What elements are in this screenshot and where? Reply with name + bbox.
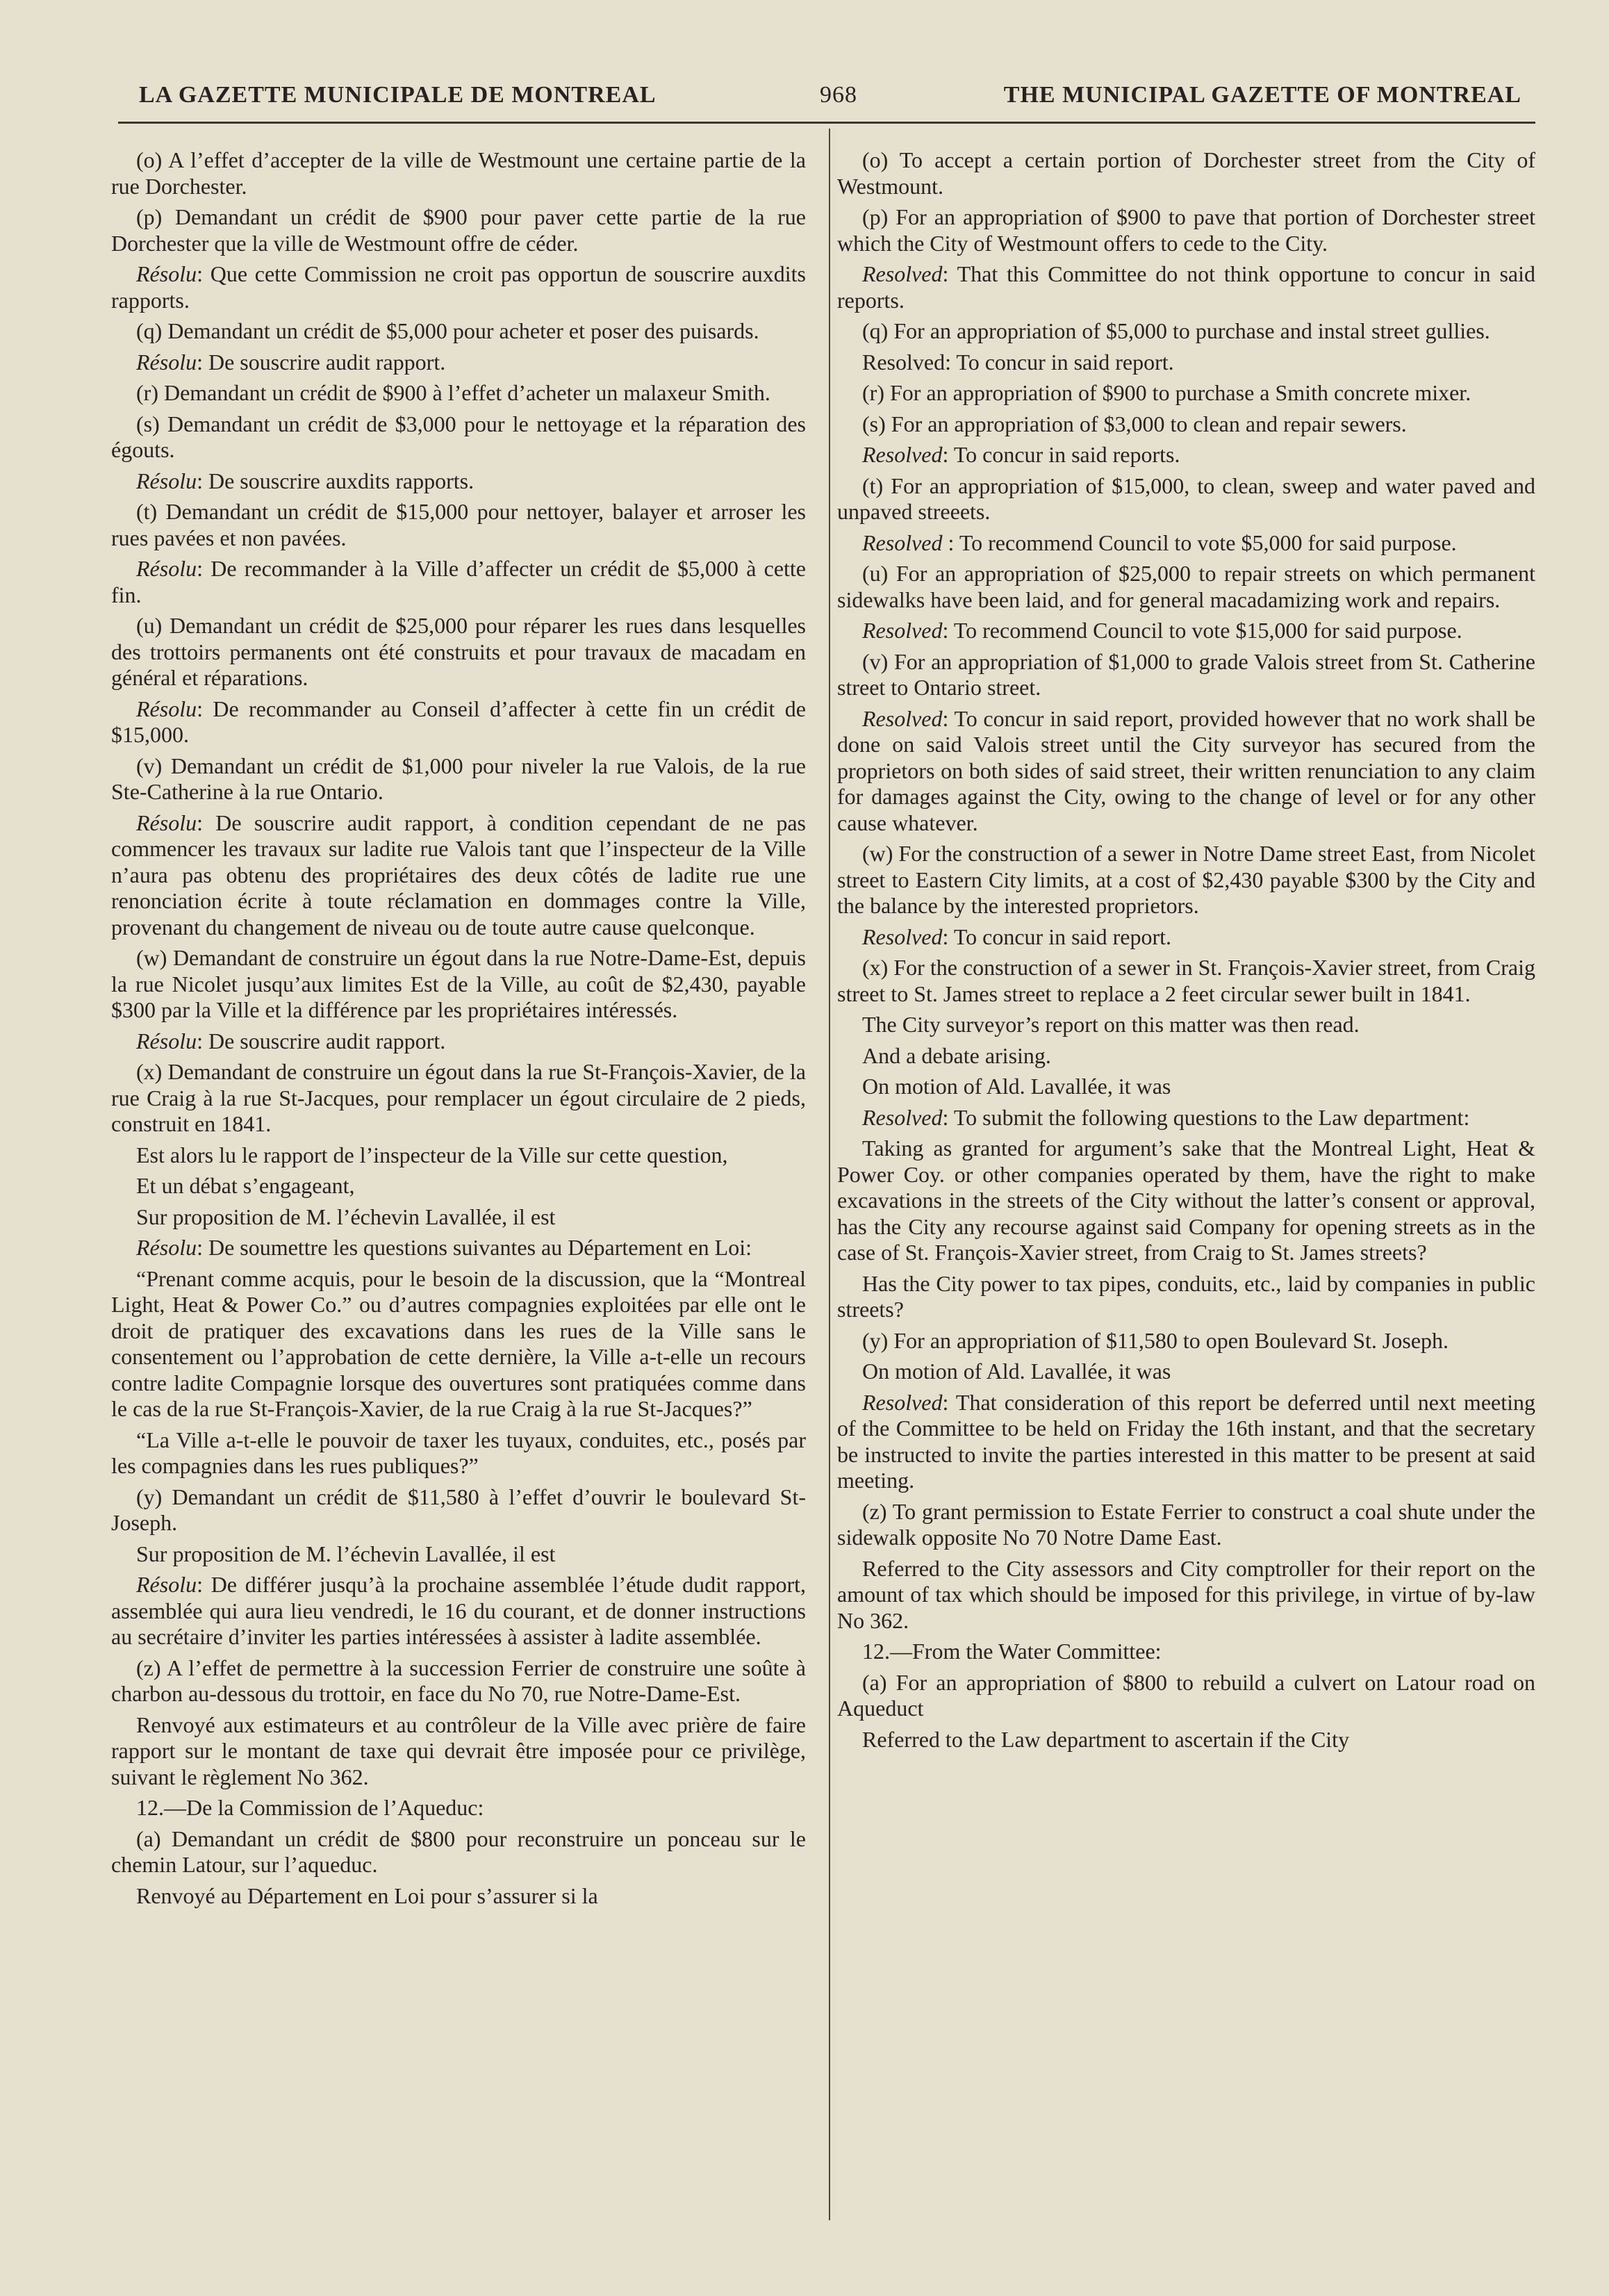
paragraph-text: (v) For an appropriation of $1,000 to grade Valois street from St. Catherine street to Ontario street. — [837, 648, 1535, 700]
french-paragraph — [111, 1059, 806, 1138]
paragraph-text: Has the City power to tax pipes, conduits, etc., laid by companies in public streets? — [837, 1270, 1535, 1322]
resolution-lead: Résolu — [136, 1235, 197, 1260]
paragraph-text: (q) Demandant un crédit de $5,000 pour acheter et poser des puisards. — [136, 318, 759, 343]
french-paragraph — [111, 1655, 806, 1707]
paragraph-text: (x) For the construction of a sewer in St. François-Xavier street, from Craig street to St. James street to replace a 2 feet circular sewer built in 1841. — [837, 955, 1535, 1006]
french-column — [111, 147, 806, 1914]
paragraph-text: (p) For an appropriation of $900 to pave that portion of Dorchester street which the City of Westmount offers to cede to the City. — [837, 204, 1535, 256]
french-paragraph — [111, 1173, 806, 1199]
paragraph-text: : That this Committee do not think opportune to concur in said reports. — [837, 261, 1535, 313]
english-paragraph — [837, 442, 1535, 468]
english-paragraph — [837, 1043, 1535, 1069]
french-paragraph — [111, 1826, 806, 1878]
french-paragraph — [111, 753, 806, 805]
english-paragraph — [837, 1390, 1535, 1494]
page-header — [139, 82, 1521, 124]
french-paragraph — [111, 1235, 806, 1261]
english-paragraph — [837, 380, 1535, 407]
french-paragraph — [111, 556, 806, 608]
paragraph-text: (p) Demandant un crédit de $900 pour paver cette partie de la rue Dorchester que la ville de Westmount offre de céder. — [111, 204, 806, 256]
paragraph-text: : To concur in said report. — [942, 924, 1172, 949]
french-paragraph — [111, 1712, 806, 1791]
paragraph-text: On motion of Ald. Lavallée, it was — [862, 1074, 1171, 1099]
english-paragraph — [837, 924, 1535, 951]
french-paragraph — [111, 147, 806, 199]
paragraph-text: : To recommend Council to vote $15,000 for said purpose. — [942, 618, 1462, 643]
paragraph-text: (t) Demandant un crédit de $15,000 pour nettoyer, balayer et arroser les rues pavées et non pavées. — [111, 499, 806, 550]
header-english-title: THE MUNICIPAL GAZETTE OF MONTREAL — [1003, 82, 1521, 108]
resolution-lead: Resolved — [862, 1104, 943, 1130]
french-paragraph — [111, 1484, 806, 1536]
english-paragraph — [837, 1499, 1535, 1551]
paragraph-text: Et un débat s’engageant, — [136, 1173, 355, 1198]
english-paragraph — [837, 1074, 1535, 1100]
paragraph-text: (r) For an appropriation of $900 to purchase a Smith concrete mixer. — [862, 380, 1471, 405]
resolution-lead: Résolu — [136, 1028, 197, 1053]
english-paragraph — [837, 473, 1535, 525]
english-paragraph — [837, 1105, 1535, 1131]
paragraph-text: : De recommander au Conseil d’affecter à cette fin un crédit de $15,000. — [111, 696, 806, 747]
paragraph-text: (w) For the construction of a sewer in Notre Dame street East, from Nicolet street to Eastern City limits, at a cost of $2,430 payable $300 by the City and the balance by the interested proprietors. — [837, 841, 1535, 918]
resolution-lead: Resolved — [862, 530, 943, 555]
resolution-lead: Résolu — [136, 810, 197, 835]
french-paragraph — [111, 810, 806, 941]
paragraph-text: (u) For an appropriation of $25,000 to repair streets on which permanent sidewalks have been laid, and for general macadamizing work and repairs. — [837, 561, 1535, 612]
paragraph-text: (a) For an appropriation of $800 to rebuild a culvert on Latour road on Aqueduct — [837, 1669, 1535, 1721]
french-paragraph — [111, 1883, 806, 1910]
paragraph-text: (z) A l’effet de permettre à la succession Ferrier de construire une soûte à charbon au-dessous du trottoir, en face du No 70, rue Notre-Dame-Est. — [111, 1655, 806, 1706]
resolution-lead: Resolved — [862, 618, 943, 643]
english-paragraph — [837, 1639, 1535, 1665]
paragraph-text: “La Ville a-t-elle le pouvoir de taxer les tuyaux, conduites, etc., posés par les compagnies dans les rues publiques?” — [111, 1427, 806, 1478]
english-column — [837, 147, 1535, 1757]
header-rule — [118, 122, 1535, 124]
resolution-lead: Resolved — [862, 1389, 943, 1415]
english-paragraph — [837, 147, 1535, 199]
paragraph-text: 12.—From the Water Committee: — [862, 1639, 1162, 1664]
french-paragraph — [111, 1028, 806, 1055]
paragraph-text: : That consideration of this report be deferred until next meeting of the Committee to be held on Friday the 16th instant, and that the secretary be instructed to invite the parties interested in this matter to be present at said meeting. — [837, 1389, 1535, 1493]
paragraph-text: (z) To grant permission to Estate Ferrier to construct a coal shute under the sidewalk opposite No 70 Notre Dame East. — [837, 1498, 1535, 1550]
english-paragraph — [837, 1135, 1535, 1266]
resolution-lead: Résolu — [136, 468, 197, 493]
paragraph-text: (r) Demandant un crédit de $900 à l’effet d’acheter un malaxeur Smith. — [136, 380, 770, 405]
paragraph-text: Renvoyé au Département en Loi pour s’assurer si la — [136, 1883, 598, 1908]
english-paragraph — [837, 204, 1535, 256]
paragraph-text: (o) A l’effet d’accepter de la ville de Westmount une certaine partie de la rue Dorchester. — [111, 147, 806, 199]
paragraph-text: Resolved: To concur in said report. — [862, 349, 1174, 375]
english-paragraph — [837, 530, 1535, 557]
french-paragraph — [111, 1572, 806, 1650]
resolution-lead: Resolved — [862, 261, 943, 286]
paragraph-text: Renvoyé aux estimateurs et au contrôleur de la Ville avec prière de faire rapport sur le montant de taxe qui devrait être imposée pour ce privilège, suivant le règlement No 362. — [111, 1712, 806, 1789]
paragraph-text: : De recommander à la Ville d’affecter un crédit de $5,000 à cette fin. — [111, 556, 806, 607]
french-paragraph — [111, 350, 806, 376]
paragraph-text: (w) Demandant de construire un égout dans la rue Notre-Dame-Est, depuis la rue Nicolet jusqu’aux limites Est de la Ville, au coût de $2,430, payable $300 par la Ville et la différence par les propriétaires intéressés. — [111, 945, 806, 1022]
english-paragraph — [837, 649, 1535, 701]
resolution-lead: Resolved — [862, 924, 943, 949]
paragraph-text: : De souscrire audit rapport, à condition cependant de ne pas commencer les travaux sur ladite rue Valois tant que l’inspecteur de la Ville n’aura pas obtenu des propriétaires des deux côtés de ladite rue une renonciation écrite à toute réclamation en dommages contre la Ville, provenant du changement de niveau ou de toute autre cause quelconque. — [111, 810, 806, 940]
paragraph-text: (a) Demandant un crédit de $800 pour reconstruire un ponceau sur le chemin Latour, sur l’aqueduc. — [111, 1826, 806, 1877]
resolution-lead: Résolu — [136, 696, 197, 721]
paragraph-text: And a debate arising. — [862, 1042, 1051, 1068]
paragraph-text: : De souscrire auxdits rapports. — [197, 468, 475, 493]
paragraph-text: The City surveyor’s report on this matter was then read. — [862, 1012, 1360, 1037]
paragraph-text: : To submit the following questions to the Law department: — [942, 1104, 1470, 1130]
french-paragraph — [111, 945, 806, 1024]
french-paragraph — [111, 1266, 806, 1422]
english-paragraph — [837, 318, 1535, 345]
resolution-lead: Résolu — [136, 261, 197, 286]
paragraph-text: Referred to the City assessors and City comptroller for their report on the amount of tax which should be imposed for this privilege, in virtue of by-law No 362. — [837, 1555, 1535, 1633]
english-paragraph — [837, 261, 1535, 313]
resolution-lead: Résolu — [136, 1572, 197, 1597]
paragraph-text: : To recommend Council to vote $5,000 for said purpose. — [942, 530, 1457, 555]
paragraph-text: (q) For an appropriation of $5,000 to purchase and instal street gullies. — [862, 318, 1490, 343]
paragraph-text: Est alors lu le rapport de l’inspecteur de la Ville sur cette question, — [136, 1142, 728, 1167]
paragraph-text: : To concur in said reports. — [942, 442, 1180, 467]
english-paragraph — [837, 350, 1535, 376]
paragraph-text: : De soumettre les questions suivantes au Département en Loi: — [197, 1235, 752, 1260]
french-paragraph — [111, 1541, 806, 1568]
paragraph-text: “Prenant comme acquis, pour le besoin de la discussion, que la “Montreal Light, Heat & Power Co.” ou d’autres compagnies exploitées par elle ont le droit de pratiquer des excavations dans les rues de la Ville sans le consentement ou l’approbation de cette dernière, la Ville a-t-elle un recours contre ladite Compagnie lorsque des ouvertures sont pratiquées comme dans le cas de la rue St-François-Xavier, de la rue Craig à la rue St-Jacques?” — [111, 1265, 806, 1421]
english-paragraph — [837, 561, 1535, 613]
paragraph-text: 12.—De la Commission de l’Aqueduc: — [136, 1795, 484, 1820]
paragraph-text: (s) Demandant un crédit de $3,000 pour le nettoyage et la réparation des égouts. — [111, 411, 806, 462]
paragraph-text: (y) For an appropriation of $11,580 to open Boulevard St. Joseph. — [862, 1327, 1449, 1353]
french-paragraph — [111, 380, 806, 407]
header-french-title: LA GAZETTE MUNICIPALE DE MONTREAL — [139, 82, 657, 108]
french-paragraph — [111, 613, 806, 691]
english-paragraph — [837, 1359, 1535, 1385]
french-paragraph — [111, 204, 806, 256]
english-paragraph — [837, 706, 1535, 837]
paragraph-text: : De différer jusqu’à la prochaine assemblée l’étude dudit rapport, assemblée qui aura lieu vendredi, le 16 du courant, et de donner instructions au secrétaire d’inviter les parties intéressées à assister à ladite assemblée. — [111, 1572, 806, 1649]
paragraph-text: : De souscrire audit rapport. — [197, 349, 446, 375]
english-paragraph — [837, 618, 1535, 644]
paragraph-text: (o) To accept a certain portion of Dorchester street from the City of Westmount. — [837, 147, 1535, 199]
french-paragraph — [111, 318, 806, 345]
english-paragraph — [837, 1012, 1535, 1038]
english-paragraph — [837, 411, 1535, 438]
paragraph-text: (s) For an appropriation of $3,000 to clean and repair sewers. — [862, 411, 1407, 436]
resolution-lead: Resolved — [862, 705, 943, 731]
paragraph-text: Sur proposition de M. l’échevin Lavallée, il est — [136, 1541, 556, 1566]
french-paragraph — [111, 1795, 806, 1821]
paragraph-text: : To concur in said report, provided however that no work shall be done on said Valois street until the City surveyor has secured from the proprietors on both sides of said street, their written renunciation to any claim for damages against the City, owing to the change of level or for any other cause whatever. — [837, 705, 1535, 835]
french-paragraph — [111, 468, 806, 495]
french-paragraph — [111, 696, 806, 748]
english-paragraph — [837, 1271, 1535, 1323]
paragraph-text: Referred to the Law department to ascertain if the City — [862, 1726, 1350, 1752]
english-paragraph — [837, 1328, 1535, 1354]
english-paragraph — [837, 1670, 1535, 1722]
english-paragraph — [837, 1556, 1535, 1634]
paragraph-text: (y) Demandant un crédit de $11,580 à l’effet d’ouvrir le boulevard St-Joseph. — [111, 1484, 806, 1535]
paragraph-text: On motion of Ald. Lavallée, it was — [862, 1359, 1171, 1384]
english-paragraph — [837, 841, 1535, 919]
french-paragraph — [111, 1427, 806, 1479]
page-number: 968 — [820, 82, 857, 108]
column-divider — [829, 129, 830, 2220]
paragraph-text: (u) Demandant un crédit de $25,000 pour réparer les rues dans lesquelles des trottoirs permanents ont été construits et pour travaux de macadam en général et réparations. — [111, 613, 806, 690]
paragraph-text: : De souscrire audit rapport. — [197, 1028, 446, 1053]
paragraph-text: (x) Demandant de construire un égout dans la rue St-François-Xavier, de la rue Craig à la rue St-Jacques, pour remplacer un égout circulaire de 2 pieds, construit en 1841. — [111, 1059, 806, 1136]
english-paragraph — [837, 955, 1535, 1007]
french-paragraph — [111, 411, 806, 464]
paragraph-text: Taking as granted for argument’s sake that the Montreal Light, Heat & Power Coy. or other companies operated by them, have the right to make excavations in the streets of the City without the latter’s consent or approval, has the City any recourse against said Company for opening streets as in the case of St. François-Xavier street, from Craig to St. James streets? — [837, 1135, 1535, 1265]
paragraph-text: (v) Demandant un crédit de $1,000 pour niveler la rue Valois, de la rue Ste-Catherine à la rue Ontario. — [111, 753, 806, 804]
paragraph-text: : Que cette Commission ne croit pas opportun de souscrire auxdits rapports. — [111, 261, 806, 313]
paragraph-text: Sur proposition de M. l’échevin Lavallée, il est — [136, 1204, 556, 1229]
resolution-lead: Résolu — [136, 349, 197, 375]
resolution-lead: Resolved — [862, 442, 943, 467]
french-paragraph — [111, 1142, 806, 1169]
resolution-lead: Résolu — [136, 556, 197, 581]
french-paragraph — [111, 499, 806, 551]
english-paragraph — [837, 1727, 1535, 1753]
french-paragraph — [111, 261, 806, 313]
paragraph-text: (t) For an appropriation of $15,000, to clean, sweep and water paved and unpaved streeets. — [837, 473, 1535, 524]
french-paragraph — [111, 1204, 806, 1231]
